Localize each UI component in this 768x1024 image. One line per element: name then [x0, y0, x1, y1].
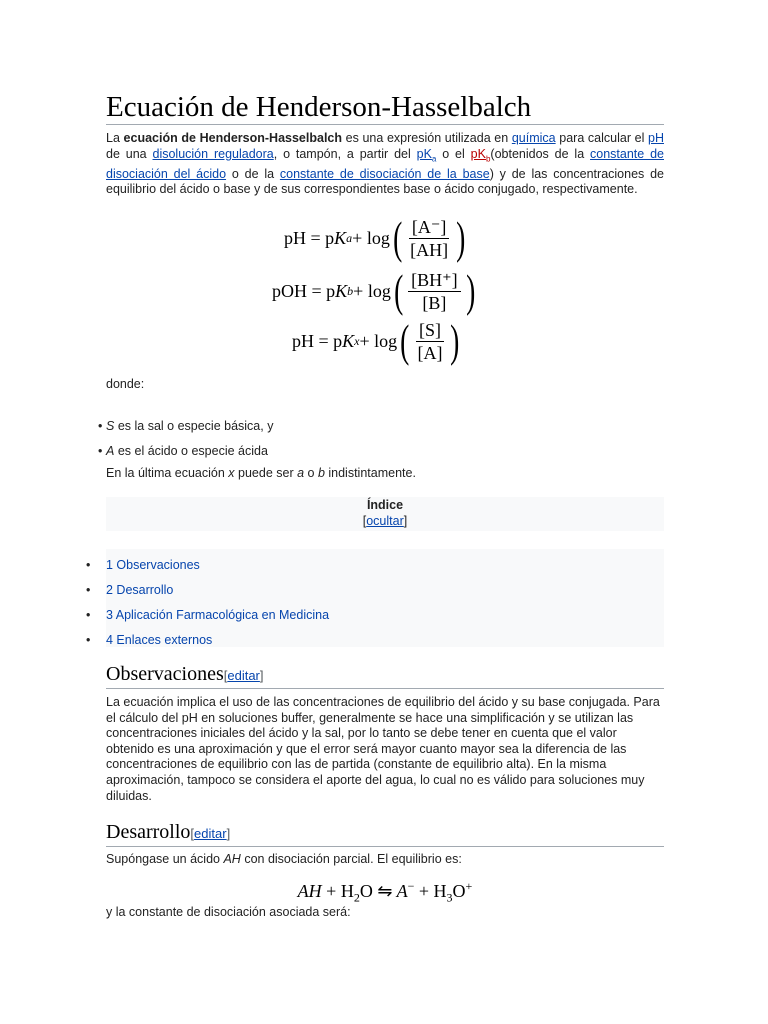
eq-numerator: [S] — [416, 319, 444, 342]
link-pka[interactable] — [416, 146, 437, 164]
page-title: Ecuación de Henderson-Hasselbalch — [106, 90, 664, 125]
eq-denominator: [B] — [422, 292, 447, 313]
eq-k-subscript: a — [346, 230, 353, 245]
intro-text: (obtenidos de la — [490, 146, 591, 161]
toc-item-label: 3 Aplicación Farmacológica en Medicina — [106, 608, 330, 622]
toc-item-label: 2 Desarrollo — [106, 583, 174, 597]
left-paren: ( — [392, 212, 403, 263]
eq-k: K — [335, 280, 348, 301]
edit-section — [224, 668, 264, 683]
table-of-contents-header — [106, 497, 664, 531]
link-pkb[interactable] — [470, 146, 491, 164]
intro-text: ) y de las concentraciones de equilibrio del ácido o base y de sus correspondientes base o ácido conjugado, respectivamente. — [106, 166, 664, 197]
intro-text: es una expresión utilizada en — [342, 131, 512, 145]
eq-fraction — [407, 216, 451, 261]
edit-section — [190, 826, 230, 841]
eq-lhs: pOH = p — [272, 280, 336, 301]
eq-k-subscript: x — [354, 333, 360, 348]
eq-operator: + log — [353, 280, 391, 301]
eq-sub: 2 — [353, 890, 360, 905]
edit-bracket: [ — [190, 826, 195, 841]
heading-text: Desarrollo — [106, 821, 191, 843]
toc-item-desarrollo[interactable] — [86, 582, 174, 598]
note-var-b: b — [317, 466, 325, 480]
eq-fraction — [414, 319, 445, 364]
intro-text: de una — [106, 146, 153, 161]
left-paren: ( — [400, 315, 410, 366]
desarrollo-text: Supóngase un ácido — [106, 852, 224, 866]
toc-bullet: • — [86, 558, 91, 572]
eq-part: + H — [321, 881, 354, 901]
desarrollo-intro — [106, 852, 664, 868]
toc-bullet: • — [86, 583, 91, 597]
eq-lhs: pH = p — [292, 330, 343, 351]
last-equation-note — [106, 466, 664, 482]
link-disolucion-reguladora[interactable]: disolución reguladora — [152, 146, 274, 161]
list-item-text: es la sal o especie básica, y — [114, 419, 274, 433]
edit-bracket: [ — [223, 668, 228, 683]
equation-ph-ka — [106, 212, 664, 265]
list-item — [98, 443, 664, 459]
pka-subscript: a — [431, 154, 437, 164]
eq-fraction — [408, 269, 461, 314]
toc-item-label: 4 Enlaces externos — [106, 633, 213, 647]
equation-ph-kx — [106, 315, 664, 368]
eq-a: A — [392, 881, 408, 901]
intro-bold-term: ecuación de Henderson-Hasselbalch — [123, 131, 342, 145]
link-constante-disociacion-base[interactable]: constante de disociación de la base — [279, 166, 490, 181]
link-constante-disociacion-acido[interactable]: constante de disociación del ácido — [106, 146, 664, 181]
note-text: indistintamente. — [324, 466, 416, 480]
edit-link-desarrollo[interactable]: editar — [194, 826, 227, 841]
intro-paragraph — [106, 131, 664, 198]
intro-text: o de la — [226, 166, 280, 181]
eq-operator: + log — [352, 227, 390, 248]
list-item-text: es el ácido o especie ácida — [114, 444, 268, 458]
edit-link-observaciones[interactable]: editar — [227, 668, 260, 683]
left-paren: ( — [393, 265, 404, 316]
toc-toggle — [363, 514, 408, 528]
intro-text: o el — [436, 146, 471, 161]
edit-bracket: ] — [259, 668, 264, 683]
eq-part: O — [359, 881, 378, 901]
eq-part: + H — [414, 881, 447, 901]
eq-k: K — [342, 330, 355, 351]
toc-bracket: ] — [403, 514, 408, 528]
list-item-var: A — [106, 444, 115, 458]
eq-denominator: [AH] — [410, 239, 449, 260]
eq-ah: AH — [297, 881, 322, 901]
desarrollo-text: con disociación parcial. El equilibrio es: — [240, 852, 462, 866]
edit-bracket: ] — [226, 826, 231, 841]
link-quimica[interactable]: química — [511, 131, 556, 145]
desarrollo-after: y la constante de disociación asociada será: — [106, 905, 351, 919]
intro-text: La — [106, 131, 124, 145]
pkb-subscript: b — [485, 154, 491, 164]
intro-text: , o tampón, a partir del — [273, 146, 417, 161]
eq-sup: + — [465, 879, 473, 893]
eq-sub: 3 — [446, 890, 453, 905]
toc-item-aplicacion[interactable] — [86, 607, 330, 623]
toc-bracket: [ — [362, 514, 367, 528]
list-item — [98, 418, 664, 443]
note-text: En la última ecuación — [106, 466, 229, 480]
eq-numerator: [A⁻] — [409, 216, 450, 239]
note-text: o — [304, 466, 318, 480]
toc-item-label: 1 Observaciones — [106, 558, 200, 572]
eq-denominator: [A] — [417, 342, 443, 363]
donde-label: donde: — [106, 377, 145, 391]
list-item-var: S — [106, 419, 115, 433]
bullet: • — [98, 419, 103, 433]
heading-text: Observaciones — [106, 663, 224, 685]
note-var-x: x — [228, 466, 235, 480]
eq-lhs: pH = p — [284, 227, 335, 248]
eq-part: O — [452, 881, 466, 901]
variable-list — [98, 418, 664, 459]
section-heading-observaciones — [106, 662, 664, 689]
right-paren: ) — [450, 315, 460, 366]
note-var-a: a — [297, 466, 305, 480]
equilibrium-arrow: ⇋ — [377, 881, 393, 901]
section-heading-desarrollo — [106, 820, 664, 847]
bullet: • — [98, 444, 103, 458]
pka-label: pK — [416, 146, 432, 161]
toc-list — [86, 549, 664, 647]
eq-operator: + log — [359, 330, 398, 351]
toc-title: Índice — [366, 498, 404, 512]
right-paren: ) — [465, 265, 475, 316]
toc-bullet: • — [86, 633, 91, 647]
toc-item-observaciones[interactable] — [86, 557, 200, 573]
link-ph[interactable]: pH — [648, 131, 664, 145]
intro-text: para calcular el — [555, 131, 648, 145]
eq-numerator: [BH⁺] — [408, 269, 461, 292]
toc-hide-link[interactable]: ocultar — [366, 514, 404, 528]
toc-item-enlaces[interactable] — [86, 632, 213, 648]
eq-sup: − — [407, 879, 415, 893]
toc-bullet: • — [86, 608, 91, 622]
right-paren: ) — [456, 212, 466, 263]
observaciones-paragraph: La ecuación implica el uso de las concentraciones de equilibrio del ácido y su base conjugada. Para el cálculo del pH en soluciones buffer, generalmente se hace una simplificación y se utilizan las concentraciones iniciales del ácido y la sal, por lo tanto se debe tener en cuenta que el valor obtenido es una aproximación y que el error será mayor cuanto mayor sea la diferencia de las concentraciones de equilibrio con las de partida (constante de equilibrio alta). En la misma aproximación, tampoco se considera el aporte del agua, lo cual no es válido para soluciones muy diluidas. — [106, 695, 660, 803]
desarrollo-var-ah: AH — [223, 852, 241, 866]
equation-poh-kb — [106, 265, 664, 318]
pkb-label: pK — [470, 146, 486, 161]
eq-k: K — [334, 227, 347, 248]
eq-k-subscript: b — [347, 283, 354, 298]
note-text: puede ser — [234, 466, 298, 480]
